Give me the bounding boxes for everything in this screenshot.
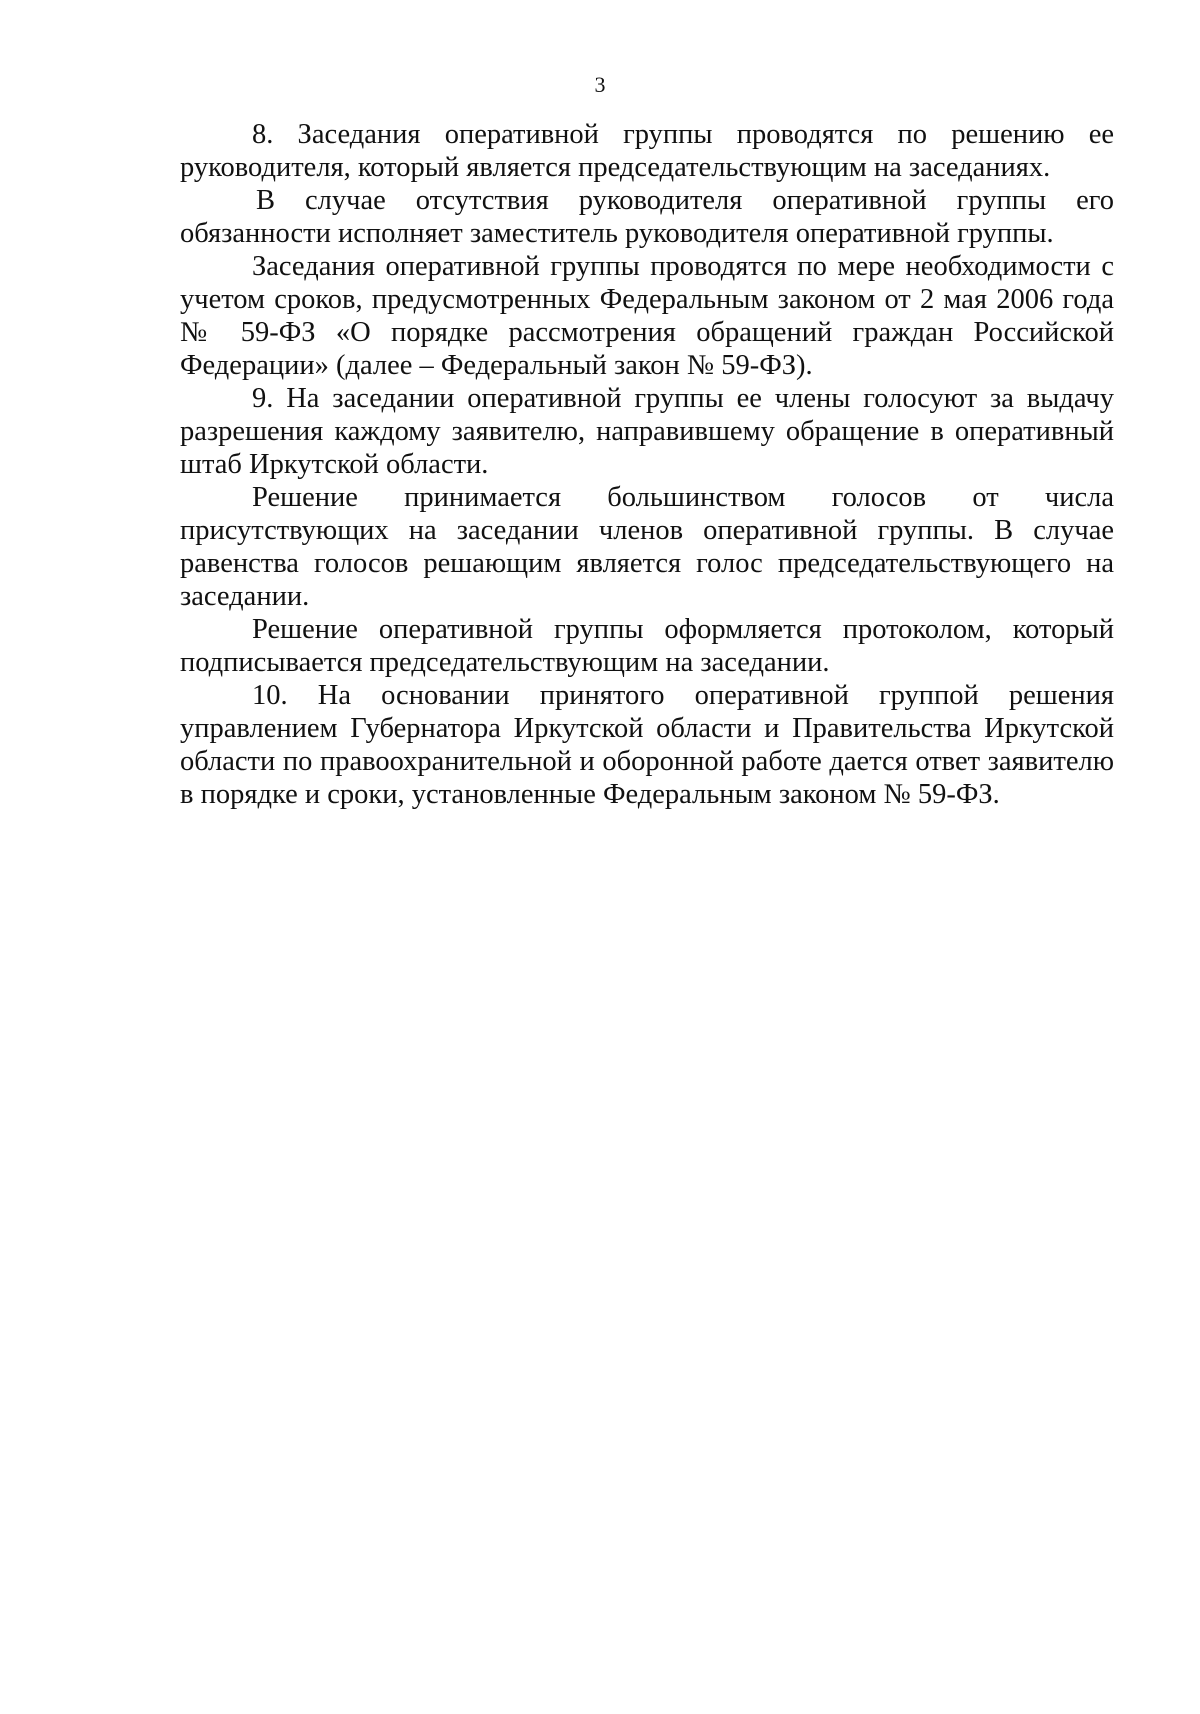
paragraph-8: 8. Заседания оперативной группы проводятся по решению ее руководителя, который является председательствующим на заседаниях. (180, 119, 1114, 183)
paragraph-8-absence: В случае отсутствия руководителя оперативной группы его обязанности исполняет заместитель руководителя оперативной группы. (180, 185, 1114, 249)
document-body (180, 118, 1114, 811)
paragraph-9-protocol: Решение оперативной группы оформляется протоколом, который подписывается председательствующим на заседании. (180, 614, 1114, 678)
paragraph-10: 10. На основании принятого оперативной группой решения управлением Губернатора Иркутской области и Правительства Иркутской области по правоохранительной и оборонной работе дается ответ заявителю в порядке и сроки, установленные Федеральным законом № 59-ФЗ. (180, 680, 1114, 810)
paragraph-9: 9. На заседании оперативной группы ее члены голосуют за выдачу разрешения каждому заявителю, направившему обращение в оперативный штаб Иркутской области. (180, 383, 1114, 480)
paragraph-9-majority: Решение принимается большинством голосов от числа присутствующих на заседании членов оперативной группы. В случае равенства голосов решающим является голос председательствующего на заседании. (180, 482, 1114, 612)
paragraph-8-schedule: Заседания оперативной группы проводятся по мере необходимости с учетом сроков, предусмотренных Федеральным законом от 2 мая 2006 года № 59-ФЗ «О порядке рассмотрения обращений граждан Российской Федерации» (далее – Федеральный закон № 59-ФЗ). (180, 251, 1114, 381)
page-number: 3 (594, 72, 606, 97)
